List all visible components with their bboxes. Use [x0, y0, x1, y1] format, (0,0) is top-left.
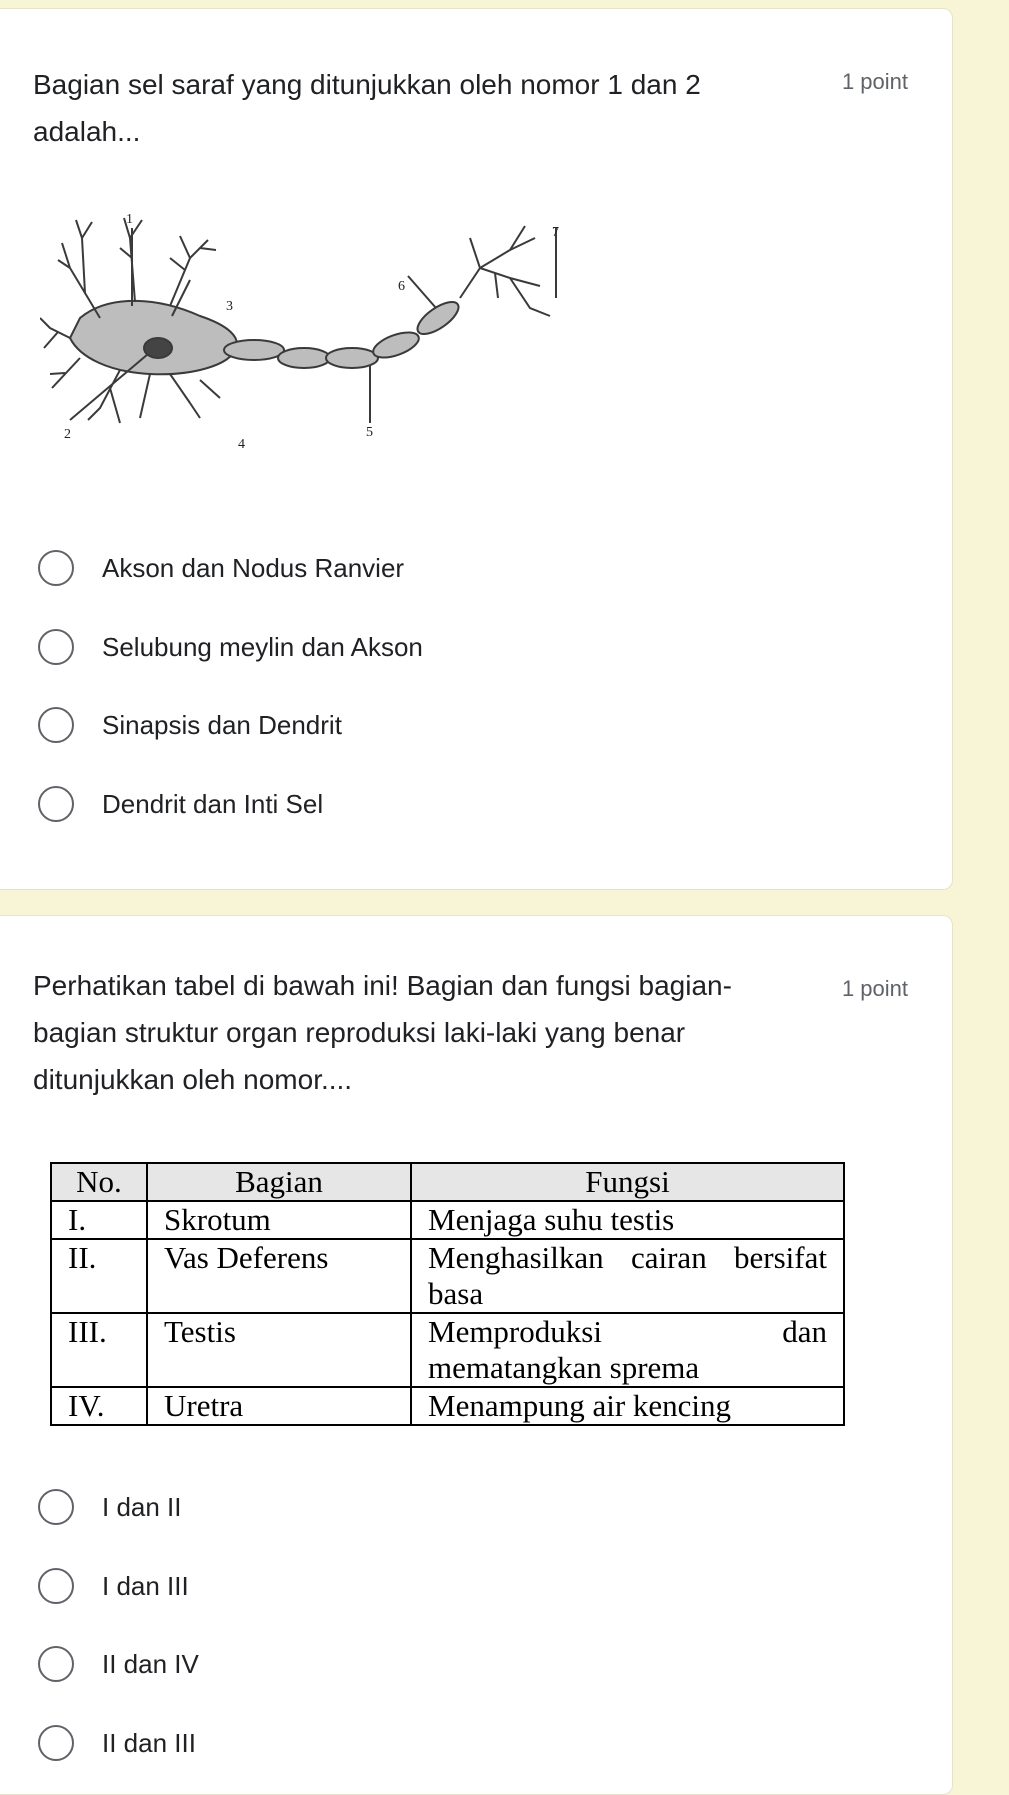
option-label: Sinapsis dan Dendrit: [102, 709, 342, 740]
table-row: [51, 1313, 844, 1387]
cell-fungsi: Menampung air kencing: [411, 1387, 844, 1425]
q1-option-3[interactable]: [38, 705, 342, 745]
option-label: Selubung meylin dan Akson: [102, 631, 423, 662]
question-1-title: Bagian sel saraf yang ditunjukkan oleh nomor 1 dan 2 adalah...: [33, 69, 701, 147]
question-1-points: 1 point: [841, 69, 908, 94]
label-6: 6: [398, 279, 405, 294]
option-label: I dan III: [102, 1570, 189, 1601]
header-bagian: Bagian: [147, 1163, 411, 1201]
radio-button[interactable]: [38, 1725, 74, 1761]
neuron-dendrite: [58, 220, 100, 318]
label-5: 5: [366, 425, 373, 440]
cell-no: IV.: [51, 1387, 147, 1425]
label-2: 2: [64, 427, 71, 442]
q2-option-1[interactable]: [38, 1487, 182, 1527]
question-2-title: Perhatikan tabel di bawah ini! Bagian dan fungsi bagian-bagian struktur organ reproduksi laki-laki yang benar ditunjukkan oleh nomor....: [33, 970, 732, 1095]
axon-terminal: [460, 226, 550, 316]
radio-button[interactable]: [38, 1568, 74, 1604]
q1-option-1[interactable]: [38, 548, 404, 588]
table-row: [51, 1201, 844, 1239]
neuron-dendrite: [88, 370, 200, 423]
option-label: I dan II: [102, 1491, 182, 1522]
q1-option-2[interactable]: [38, 627, 423, 667]
label-7: 7: [552, 225, 559, 240]
q2-option-4[interactable]: [38, 1723, 196, 1763]
label-3: 3: [226, 299, 233, 314]
q1-option-4[interactable]: [38, 784, 323, 824]
cell-fungsi: Memproduksi dan mematangkan sprema: [411, 1313, 844, 1387]
cell-bagian: Uretra: [147, 1387, 411, 1425]
radio-button[interactable]: [38, 629, 74, 665]
cell-bagian: Skrotum: [147, 1201, 411, 1239]
label-4: 4: [238, 437, 245, 452]
option-label: Akson dan Nodus Ranvier: [102, 552, 405, 583]
cell-bagian: Vas Deferens: [147, 1239, 411, 1313]
option-label: II dan IV: [102, 1648, 199, 1679]
cell-no: III.: [51, 1313, 147, 1387]
table-row: [51, 1239, 844, 1313]
q2-option-3[interactable]: [38, 1644, 199, 1684]
option-label: II dan III: [102, 1727, 196, 1758]
table-row: [51, 1387, 844, 1425]
radio-button[interactable]: [38, 1646, 74, 1682]
cell-no: I.: [51, 1201, 147, 1239]
cell-fungsi: Menjaga suhu testis: [411, 1201, 844, 1239]
question-2-points: 1 point: [841, 976, 908, 1001]
cell-bagian: Testis: [147, 1313, 411, 1387]
cell-no: II.: [51, 1239, 147, 1313]
option-label: Dendrit dan Inti Sel: [102, 788, 324, 819]
radio-button[interactable]: [38, 707, 74, 743]
table-header-row: [51, 1163, 844, 1201]
cell-fungsi: Menghasilkan cairan bersifat basa: [411, 1239, 844, 1313]
radio-button[interactable]: [38, 1489, 74, 1525]
neuron-dendrite: [170, 236, 216, 306]
radio-button[interactable]: [38, 550, 74, 586]
reproductive-organ-table: [50, 1162, 845, 1426]
radio-button[interactable]: [38, 786, 74, 822]
q2-option-2[interactable]: [38, 1566, 189, 1606]
neuron-diagram: [40, 198, 600, 518]
label-1: 1: [126, 212, 133, 227]
header-fungsi: Fungsi: [411, 1163, 844, 1201]
header-no: No.: [51, 1163, 147, 1201]
